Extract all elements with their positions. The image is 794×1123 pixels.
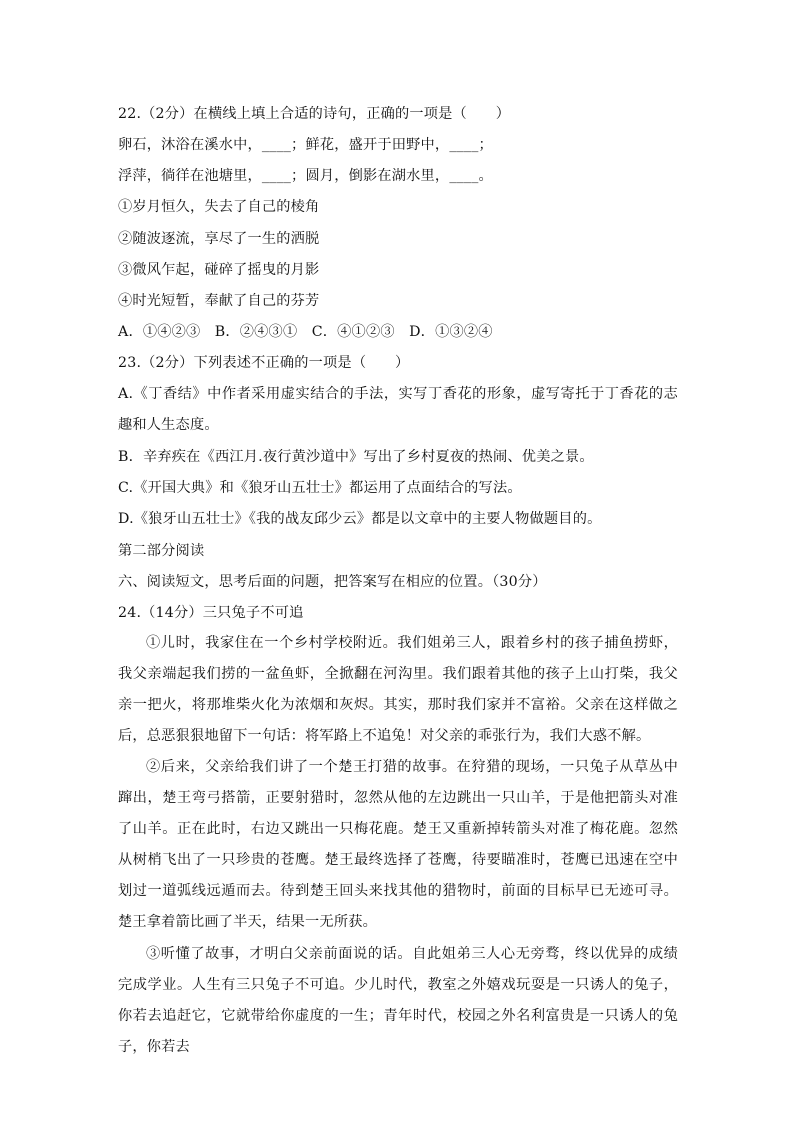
q23-option-a: A.《丁香结》中作者采用虚实结合的手法，实写丁香花的形象，虚写寄托于丁香花的志趣和人生态度。 <box>118 386 678 433</box>
q22-choices: A．①④②③ B．②④③① C．④①②③ D．①③②④ <box>118 324 493 340</box>
q22-option-1: ①岁月恒久，失去了自己的棱角 <box>118 199 320 215</box>
q22-stem: 22.（2分）在横线上填上合适的诗句，正确的一项是（ ） <box>118 106 511 122</box>
q22-line-2: 浮萍，徜徉在池塘里，____；圆月，倒影在湖水里，____。 <box>118 168 493 184</box>
q23-option-d: D.《狼牙山五壮士》《我的战友邱少云》都是以文章中的主要人物做题目的。 <box>118 511 602 527</box>
q23-stem: 23.（2分）下列表述不正确的一项是（ ） <box>118 355 410 371</box>
q22-option-4: ④时光短暂，奉献了自己的芬芳 <box>118 293 320 309</box>
section-six-instruction: 六、阅读短文，思考后面的问题，把答案写在相应的位置。（30分） <box>118 574 547 590</box>
q22-line-1: 卵石，沐浴在溪水中，____；鲜花，盛开于田野中，____； <box>118 137 493 153</box>
q24-paragraph-2: ②后来，父亲给我们讲了一个楚王打猎的故事。在狩猎的现场，一只兔子从草丛中蹿出，楚王弯弓搭箭，正要射猎时，忽然从他的左边跳出一只山羊，于是他把箭头对准了山羊。正在此时，右边又跳出一只梅花鹿。楚王又重新掉转箭头对准了梅花鹿。忽然从树梢飞出了一只珍贵的苍鹰。楚王最终选择了苍鹰，待要瞄准时，苍鹰已迅速在空中划过一道弧线远遁而去。待到楚王回头来找其他的猎物时，前面的目标早已无迹可寻。楚王拿着箭比画了半天，结果一无所获。 <box>118 759 678 930</box>
q22-option-2: ②随波逐流，享尽了一生的洒脱 <box>118 231 320 247</box>
q22-option-3: ③微风乍起，碰碎了摇曳的月影 <box>118 262 320 278</box>
q23-option-c: C.《开国大典》和《狼牙山五壮士》都运用了点面结合的写法。 <box>118 480 522 496</box>
q24-paragraph-1: ①儿时，我家住在一个乡村学校附近。我们姐弟三人，跟着乡村的孩子捕鱼捞虾，我父亲端起我们捞的一盆鱼虾，全掀翻在河沟里。我们跟着其他的孩子上山打柴，我父亲一把火，将那堆柴火化为浓烟和灰烬。其实，那时我们家并不富裕。父亲在这样做之后，总恶狠狠地留下一句话：将军路上不追兔！对父亲的乖张行为，我们大惑不解。 <box>118 635 678 744</box>
q24-stem: 24.（14分）三只兔子不可追 <box>118 605 304 621</box>
section-part-title: 第二部分阅读 <box>118 543 205 559</box>
q23-option-b: B．辛弃疾在《西江月.夜行黄沙道中》写出了乡村夏夜的热闹、优美之景。 <box>118 449 594 465</box>
q24-paragraph-3: ③听懂了故事，才明白父亲前面说的话。自此姐弟三人心无旁骛，终以优异的成绩完成学业。人生有三只兔子不可追。少儿时代，教室之外嬉戏玩耍是一只诱人的兔子，你若去追赶它，它就带给你虚度的一生；青年时代，校园之外名利富贵是一只诱人的兔子，你若去 <box>118 946 678 1055</box>
